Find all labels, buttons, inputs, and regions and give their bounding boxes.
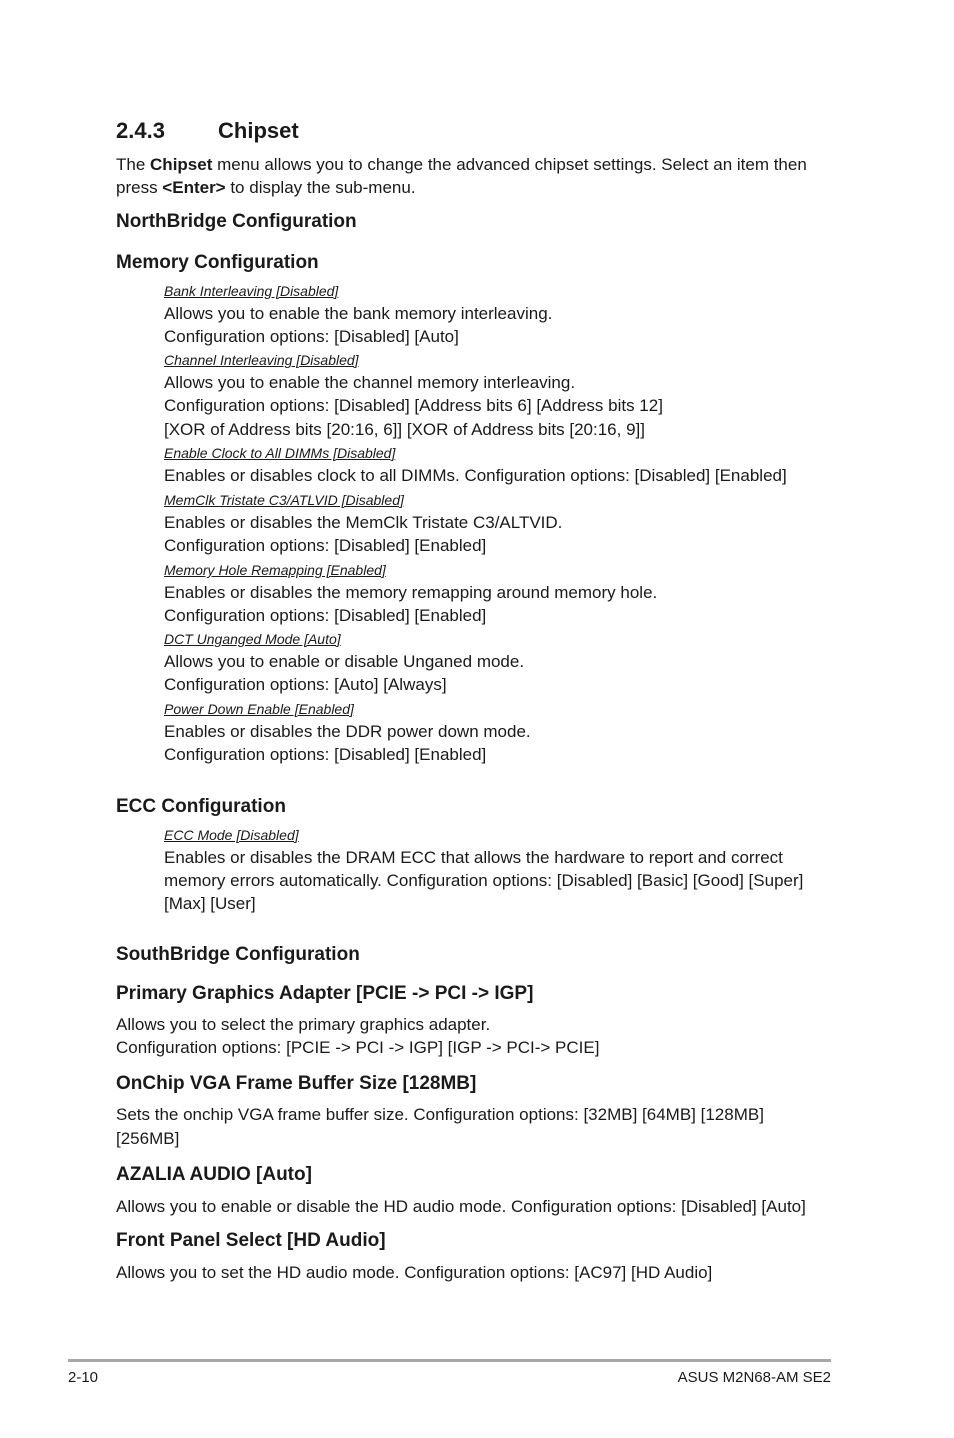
item-desc: memory errors automatically. Configuration options: [Disabled] [Basic] [Good] [Super] xyxy=(164,871,804,890)
section-number: 2.4.3 xyxy=(116,118,165,143)
item-channel-interleaving: Channel Interleaving [Disabled] xyxy=(164,352,359,368)
section-desc: Allows you to select the primary graphics adapter. xyxy=(116,1015,491,1034)
item-desc: [Max] [User] xyxy=(164,894,256,913)
item-power-down-enable: Power Down Enable [Enabled] xyxy=(164,701,354,717)
footer-rule xyxy=(68,1359,831,1362)
intro-paragraph: The Chipset menu allows you to change the advanced chipset settings. Select an item then press <Enter> to display the sub-menu. xyxy=(116,155,807,197)
item-desc: Enables or disables the DRAM ECC that allows the hardware to report and correct xyxy=(164,848,783,867)
product-name: ASUS M2N68-AM SE2 xyxy=(677,1369,831,1386)
item-dct-unganged-mode: DCT Unganged Mode [Auto] xyxy=(164,631,341,647)
item-desc: Configuration options: [Disabled] [Address bits 6] [Address bits 12] xyxy=(164,396,663,415)
item-desc: Configuration options: [Disabled] [Enabled] xyxy=(164,606,487,625)
section-desc: Allows you to set the HD audio mode. Configuration options: [AC97] [HD Audio] xyxy=(116,1263,713,1282)
item-memclk-tristate: MemClk Tristate C3/ATLVID [Disabled] xyxy=(164,492,404,508)
item-desc: Enables or disables the DDR power down mode. xyxy=(164,722,531,741)
primary-graphics-heading: Primary Graphics Adapter [PCIE -> PCI -> IGP] xyxy=(116,983,534,1004)
northbridge-heading: NorthBridge Configuration xyxy=(116,211,357,232)
section-desc: Configuration options: [PCIE -> PCI -> IGP] [IGP -> PCI-> PCIE] xyxy=(116,1038,600,1057)
item-desc: Enables or disables clock to all DIMMs. Configuration options: [Disabled] [Enabled] xyxy=(164,466,787,485)
section-desc: [256MB] xyxy=(116,1129,180,1148)
item-desc: Allows you to enable or disable Unganed mode. xyxy=(164,652,525,671)
item-desc: Configuration options: [Disabled] [Auto] xyxy=(164,327,459,346)
section-desc: Allows you to enable or disable the HD audio mode. Configuration options: [Disabled] [Auto] xyxy=(116,1197,806,1216)
item-memory-hole-remapping: Memory Hole Remapping [Enabled] xyxy=(164,562,386,578)
section-heading xyxy=(116,118,299,144)
item-desc: Configuration options: [Disabled] [Enabled] xyxy=(164,745,487,764)
ecc-config-heading: ECC Configuration xyxy=(116,796,286,817)
item-desc: [XOR of Address bits [20:16, 6]] [XOR of Address bits [20:16, 9]] xyxy=(164,420,645,439)
item-desc: Configuration options: [Auto] [Always] xyxy=(164,675,447,694)
item-desc: Enables or disables the memory remapping around memory hole. xyxy=(164,583,658,602)
item-desc: Enables or disables the MemClk Tristate C3/ALTVID. xyxy=(164,513,563,532)
item-enable-clock: Enable Clock to All DIMMs [Disabled] xyxy=(164,445,396,461)
onchip-vga-heading: OnChip VGA Frame Buffer Size [128MB] xyxy=(116,1073,477,1094)
item-bank-interleaving: Bank Interleaving [Disabled] xyxy=(164,283,339,299)
front-panel-heading: Front Panel Select [HD Audio] xyxy=(116,1230,386,1251)
item-desc: Allows you to enable the bank memory interleaving. xyxy=(164,304,553,323)
page-number: 2-10 xyxy=(68,1369,99,1386)
item-desc: Configuration options: [Disabled] [Enabled] xyxy=(164,536,487,555)
memory-config-heading: Memory Configuration xyxy=(116,252,319,273)
item-ecc-mode: ECC Mode [Disabled] xyxy=(164,827,299,843)
item-desc: Allows you to enable the channel memory interleaving. xyxy=(164,373,576,392)
section-title: Chipset xyxy=(218,118,299,143)
section-desc: Sets the onchip VGA frame buffer size. Configuration options: [32MB] [64MB] [128MB] xyxy=(116,1105,764,1124)
azalia-audio-heading: AZALIA AUDIO [Auto] xyxy=(116,1164,312,1185)
southbridge-heading: SouthBridge Configuration xyxy=(116,944,360,965)
